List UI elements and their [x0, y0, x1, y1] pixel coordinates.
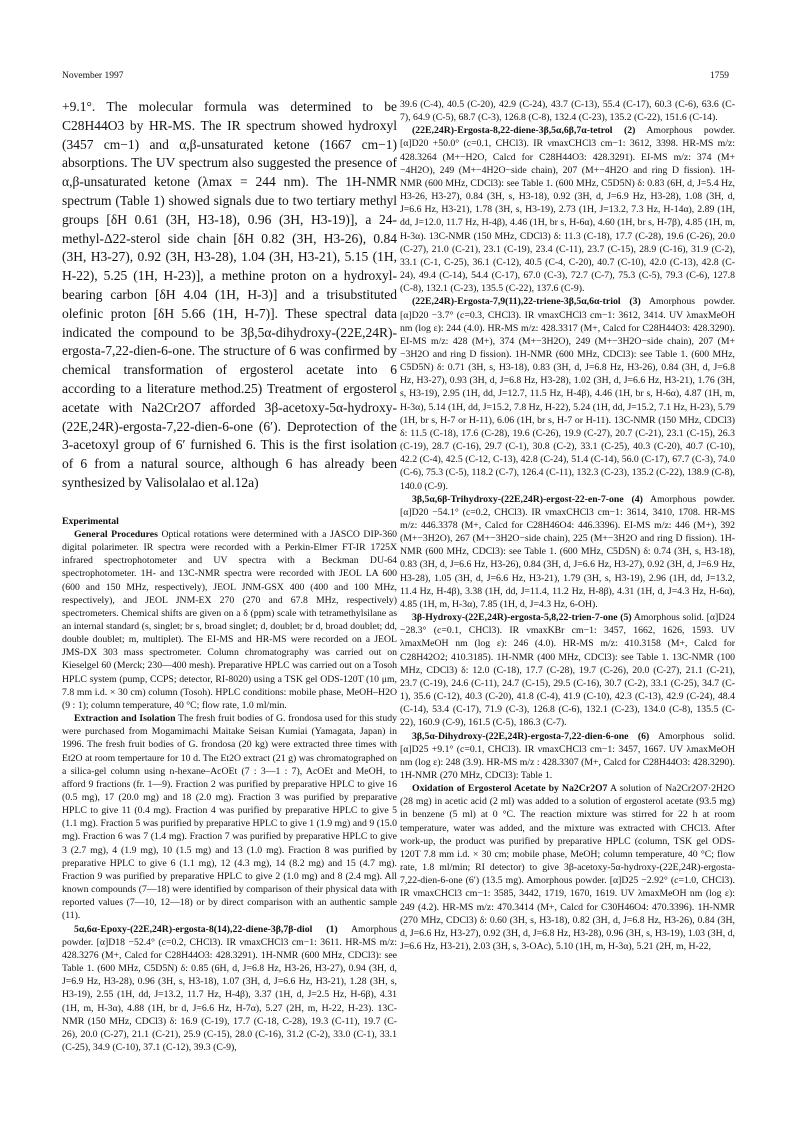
- oxidation-title: Oxidation of Ergosterol Acetate by Na2Cr2O7: [412, 783, 608, 795]
- compound-2-paragraph: [400, 124, 735, 295]
- left-column: [62, 98, 397, 1054]
- compound-3-paragraph: [400, 295, 735, 492]
- compound-4-paragraph: [400, 493, 735, 611]
- general-procedures-paragraph: [62, 528, 397, 712]
- compound-2-text: Amorphous powder. [α]D20 +50.0° (c=0.1, CHCl3). IR νmaxCHCl3 cm−1: 3612, 3398. HR-MS m/z: 428.3264 (M+−H2O, Calcd for C28H44O3: 428.3291). EI-MS m/z: 374 (M+−4H2O), 249 (M+−4H2O−side chain), 207 (M+−4H2O and ring D fission). 1H-NMR (600 MHz, CDCl3): see Table 1. (600 MHz, C5D5N) δ: 0.83 (6H, d, J=5.4 Hz, H3-26, H3-27), 0.84 (3H, s, H3-18), 0.92 (3H, d, J=6.9 Hz, H3-28), 1.08 (3H, d, J=6.6 Hz, H3-21), 1.78 (3H, s, H3-19), 2.73 (1H, J=13.2, 7.3 Hz, H-14α), 2.89 (1H, dd, J=12.0, 11.7 Hz, H-4β), 4.46 (1H, br s, H-6α), 4.60 (1H, br s, H-7β), 4.85 (1H, m, H-3α). 13C-NMR (150 MHz, CDCl3) δ: 11.3 (C-18), 17.7 (C-28), 19.6 (C-26), 20.0 (C-27), 21.0 (C-21), 23.1 (C-19), 23.4 (C-11), 23.7 (C-15), 28.9 (C-16), 31.9 (C-2), 33.1 (C-1, C-25), 36.1 (C-12), 40.5 (C-4, C-20), 40.7 (C-10), 42.0 (C-13), 42.8 (C-24), 49.4 (C-14), 54.4 (C-17), 67.0 (C-3), 72.7 (C-7), 75.3 (C-5), 79.3 (C-6), 127.8 (C-8), 132.1 (C-23), 135.5 (C-22), 137.6 (C-9).: [400, 125, 735, 295]
- compound-1-text: Amorphous powder. [α]D18 −52.4° (c=0.2, CHCl3). IR νmaxCHCl3 cm−1: 3611. HR-MS m/z: 428.3276 (M+, Calcd for C28H44O3: 428.3291). 1H-NMR (600 MHz, CDCl3): see Table 1. (600 MHz, C5D5N) δ: 0.85 (6H, d, J=6.8 Hz, H3-26, H3-27), 0.94 (3H, d, J=6.9 Hz, H3-28), 0.96 (3H, s, H3-18), 1.07 (3H, d, J=6.6 Hz, H3-21), 1.28 (3H, s, H3-19), 2.55 (1H, dd, J=13.2, 11.7 Hz, H-4β), 3.37 (1H, d, J=2.5 Hz, H-6β), 4.31 (1H, m, H-3α), 4.88 (1H, br d, J=6.6 Hz, H-7α), 5.27 (2H, m, H-22, H-23). 13C-NMR (150 MHz, CDCl3) δ: 16.9 (C-19), 17.7 (C-18, C-28), 19.3 (C-11), 19.7 (C-26), 20.0 (C-27), 21.1 (C-21), 25.9 (C-15), 28.0 (C-16), 31.2 (C-2), 33.0 (C-1), 33.1 (C-25), 34.9 (C-10), 37.1 (C-12), 39.3 (C-9),: [62, 923, 397, 1053]
- compound-1-continued: 39.6 (C-4), 40.5 (C-20), 42.9 (C-24), 43.7 (C-13), 55.4 (C-17), 60.3 (C-6), 63.6 (C-7), 64.9 (C-5), 68.7 (C-3), 126.8 (C-8), 132.4 (C-23), 135.2 (C-22), 151.6 (C-14).: [400, 99, 735, 124]
- extraction-text: The fresh fruit bodies of G. frondosa used for this study were purchased from Mogamimachi Maitake Seisan Kumiai (Yamagata, Japan) in 1996. The fresh fruit bodies of G. frondosa (20 kg) were extracted three times with Et2O at room tempertaure for 10 d. The Et2O extract (21 g) was chromatographed on a silica-gel column using n-hexane–AcOEt (7 : 3—1 : 7), AcOEt and MeOH, to afford 9 fractions (fr. 1—9). Fraction 2 was purified by preparative HPLC to give 16 (0.5 mg), 17 (20.0 mg) and 18 (2.0 mg). Fraction 3 was purified by preparative HPLC to give 11 (0.4 mg). Fraction 4 was purified by preparative HPLC to give 5 (1.1 mg). Fraction 5 was purified by preparative HPLC to give 1 (1.9 mg) and 9 (15.0 mg). Fraction 6 was 7 (1.4 mg). Fraction 7 was purified by preparative HPLC to give 3 (2.7 mg), 4 (1.9 mg), 10 (1.5 mg) and 13 (1.0 mg). Fraction 8 was purified by preparative HPLC to give 6 (1.1 mg), 12 (4.3 mg), 14 (8.2 mg) and 15 (4.7 mg). Fraction 9 was purified by preparative HPLC to give 2 (1.0 mg) and 8 (2.4 mg). All known compounds (7—18) were identified by comparison of their physical data with reported values (7—10, 12—18) or by direct comparison with an authentic sample (11).: [62, 713, 397, 922]
- compound-5-paragraph: [400, 611, 735, 729]
- general-procedures-text: Optical rotations were determined with a JASCO DIP-360 digital polarimeter. IR spectra were recorded with a Perkin-Elmer FT-IR 1725X infrared spectrophotometer and UV spectra with a Beckman DU-64 spectrophotometer. 1H- and 13C-NMR spectra were recorded with JEOL LA 600 (600 and 150 MHz, respectively), JEOL JNM-GSX 400 (400 and 100 MHz, respectively), and JEOL JNM-EX 270 (270 and 67.8 MHz, respectively) spectrometers. Chemical shifts are given on a δ (ppm) scale with tetramethylsilane as an internal standard (s, singlet; br s, broad singlet; d, doublet; br d, broad doublet; dd, double doublet; m, multiplet). The EI-MS and HR-MS were recorded on a JEOL JMS-DX 303 mass spectrometer. Column chromatography was carried out on Kieselgel 60 (Merck; 230—400 mesh). Preparative HPLC was carried out on a Tosoh HPLC system (pump, CCPS; detector, RI-8020) using a TSK gel ODS-120T (10 μm, 7.8 mm i.d. × 30 cm) column (Tosoh). HPLC conditions: mobile phase, MeOH–H2O (9 : 1); column temperature, 40 °C; flow rate, 1.0 ml/min.: [62, 528, 398, 711]
- compound-1-paragraph: [62, 923, 397, 1055]
- compound-5-text: Amorphous solid. [α]D24 −28.3° (c=0.1, CHCl3). IR νmaxKBr cm−1: 3457, 1662, 1626, 1593. UV λmaxMeOH nm (log ε): 246 (4.0). HR-MS m/z: 410.3158 (M+, Calcd for C28H42O2; 410.3185). 1H-NMR (400 MHz, CDCl3): see Table 1. 13C-NMR (100 MHz, CDCl3) δ: 12.0 (C-18), 17.7 (C-28), 19.7 (C-26), 20.0 (C-27), 21.1 (C-21), 23.7 (C-19), 24.6 (C-11), 24.7 (C-15), 29.5 (C-16), 30.7 (C-2), 33.1 (C-25), 34.7 (C-1), 35.6 (C-12), 40.3 (C-20), 41.8 (C-4), 41.9 (C-10), 42.3 (C-13), 42.9 (C-24), 48.4 (C-14), 53.4 (C-17), 71.9 (C-3), 126.8 (C-6), 132.1 (C-23), 134.0 (C-8), 135.5 (C-22), 160.9 (C-9), 161.5 (C-5), 186.3 (C-7).: [400, 612, 735, 729]
- compound-3-text: Amorphous powder. [α]D20 −3.7° (c=0.3, CHCl3). IR νmaxCHCl3 cm−1: 3612, 3414. UV λmaxMeOH nm (log ε): 244 (4.0). HR-MS m/z: 428.3317 (M+, Calcd for C28H44O3: 428.3290). EI-MS m/z: 428 (M+), 374 (M+−3H2O), 249 (M+−3H2O−side chain), 207 (M+−3H2O and ring D fission). 1H-NMR (600 MHz, CDCl3): see Table 1. (600 MHz, C5D5N) δ: 0.71 (3H, s, H3-18), 0.83 (3H, d, J=6.8 Hz, H3-26), 0.84 (3H, d, J=6.8 Hz, H3-27), 0.93 (3H, d, J=6.8 Hz, H3-28), 1.02 (3H, d, J=6.6 Hz, H3-21), 1.76 (3H, s, H3-19), 2.95 (1H, dd, J=12.7, 11.5 Hz, H-4β), 4.46 (1H, br s, H-6α), 4.87 (1H, m, H-3α), 5.14 (1H, dd, J=15.2, 7.8 Hz, H-22), 5.24 (1H, dd, J=15.2, 7.1 Hz, H-23), 5.79 (1H, br s, H-7 or H-11), 6.06 (1H, br s, H-7 or H-11). 13C-NMR (150 MHz, CDCl3) δ: 11.5 (C-18), 17.6 (C-28), 19.6 (C-26), 19.9 (C-27), 20.7 (C-21), 23.1 (C-15), 26.3 (C-19), 28.7 (C-16), 29.7 (C-1), 30.8 (C-2), 33.1 (C-25), 40.3 (C-20), 40.7 (C-10), 42.2 (C-4), 42.5 (C-12, C-13), 42.8 (C-24), 51.4 (C-14), 56.0 (C-17), 67.7 (C-3), 74.0 (C-6), 75.3 (C-5), 118.2 (C-7), 126.4 (C-11), 132.3 (C-23), 135.2 (C-22), 138.9 (C-8), 140.0 (C-9).: [400, 296, 735, 492]
- compound-3-title: (22E,24R)-Ergosta-7,9(11),22-triene-3β,5α,6α-triol (3): [412, 296, 641, 308]
- extraction-paragraph: [62, 712, 397, 923]
- compound-4-text: Amorphous powder. [α]D20 −54.1° (c=0.2, CHCl3). IR νmaxCHCl3 cm−1: 3614, 3410, 1708. HR-MS m/z: 446.3378 (M+, Calcd for C28H46O4: 446.3396). EI-MS m/z: 446 (M+), 392 (M+−3H2O), 267 (M+−3H2O−side chain), 225 (M+−3H2O and ring D fission). 1H-NMR (600 MHz, CDCl3): see Table 1. (600 MHz, C5D5N) δ: 0.74 (3H, s, H3-18), 0.83 (3H, d, J=6.6 Hz, H3-26), 0.84 (3H, d, J=6.6 Hz, H3-27), 0.92 (3H, d, J=6.9 Hz, H3-28), 1.05 (3H, d, J=6.6 Hz, H3-21), 1.79 (3H, s, H3-19), 2.96 (1H, dd, J=13.2, 11.4 Hz, H-4β), 3.38 (1H, dd, J=11.4, 11.2 Hz, H-8β), 4.31 (1H, d, J=4.3 Hz, H-6α), 4.85 (1H, m, H-3α), 7.85 (1H, d, J=4.3 Hz, 6-OH).: [400, 493, 735, 610]
- compound-4-title: 3β,5α,6β-Trihydroxy-(22E,24R)-ergost-22-en-7-one (4): [412, 493, 643, 505]
- compound-6-title: 3β,5α-Dihydroxy-(22E,24R)-ergosta-7,22-dien-6-one (6): [412, 730, 650, 742]
- page-number: 1759: [710, 71, 729, 81]
- intro-paragraph: +9.1°. The molecular formula was determined to be C28H44O3 by HR-MS. The IR spectrum showed hydroxyl (3457 cm−1) and α,β-unsaturated ketone (1667 cm−1) absorptions. The UV spectrum also suggested the presence of α,β-unsaturated ketone (λmax = 244 nm). The 1H-NMR spectrum (Table 1) showed signals due to two tertiary methyl groups [δH 0.61 (3H, H3-18), 0.96 (3H, H3-19)], a 24-methyl-Δ22-sterol side chain [δH 0.82 (3H, H3-26), 0.84 (3H, H3-27), 0.92 (3H, H3-28), 1.04 (3H, H3-21), 5.15 (1H, H-22), 5.25 (1H, H-23)], a methine proton on a hydroxyl-bearing carbon [δH 4.04 (1H, H-3)] and a trisubstituted olefinic proton [δH 5.66 (1H, H-7)]. These spectral data indicated the compound to be 3β,5α-dihydroxy-(22E,24R)-ergosta-7,22-dien-6-one. The structure of 6 was confirmed by chemical transformation of ergosterol acetate into 6 according to a literature method.25) Treatment of ergosterol acetate with Na2Cr2O7 afforded 3β-acetoxy-5α-hydroxy-(22E,24R)-ergosta-7,22-dien-6-one (6′). Deprotection of the 3-acetoxyl group of 6′ furnished 6. This is the first isolation of 6 from a natural source, although 6 has already been synthesized by Valisolalao et al.12a): [62, 99, 397, 490]
- oxidation-text: A solution of Na2Cr2O7·2H2O (28 mg) in acetic acid (2 ml) was added to a solution of ergosterol acetate (93.5 mg) in benzene (5 ml) at 0 °C. The reaction mixture was stirred for 22 h at room temperature, water was added, and the mixture was extracted with CHCl3. After work-up, the product was purified by preparative HPLC (column, TSK gel ODS-120T 7.8 mm i.d. × 30 cm; mobile phase, MeOH; column temperature, 40 °C; flow rate, 1.8 ml/min; RI detector) to give 3β-acetoxy-5α-hydroxy-(22E,24R)-ergosta-7,22-dien-6-one (6′) (13.5 mg). Amorphous powder. [α]D25 −2.92° (c=1.0, CHCl3). IR νmaxCHCl3 cm−1: 3585, 3442, 1719, 1670, 1619. UV λmaxMeOH nm (log ε): 249 (4.2). HR-MS m/z: 470.3414 (M+, Calcd for C30H46O4: 470.3396). 1H-NMR (270 MHz, CDCl3) δ: 0.60 (3H, s, H3-18), 0.82 (3H, d, J=6.8 Hz, H3-26), 0.84 (3H, d, J=6.6 Hz, H3-27), 0.92 (3H, d, J=6.8 Hz, H3-28), 0.96 (3H, s, H3-19), 1.03 (3H, d, J=6.6 Hz, H3-21), 2.03 (3H, s, 3-OAc), 5.10 (1H, m, H-3α), 5.21 (2H, m, H-22,: [400, 783, 735, 952]
- experimental-section: [62, 515, 397, 1054]
- general-procedures-title: General Procedures: [74, 528, 158, 540]
- right-column: [400, 98, 735, 953]
- compound-6-paragraph: [400, 730, 735, 783]
- compound-6-text: Amorphous solid. [α]D25 +9.1° (c=0.1, CHCl3). IR νmaxCHCl3 cm−1: 3457, 1667. UV λmaxMeOH nm (log ε): 248 (3.9). HR-MS m/z : 428.3307 (M+, Calcd for C28H44O3: 428.3290). 1H-NMR (270 MHz, CDCl3): Table 1.: [400, 730, 735, 781]
- oxidation-paragraph: [400, 782, 735, 953]
- compound-5-title: 3β-Hydroxy-(22E,24R)-ergosta-5,8,22-trien-7-one (5): [412, 612, 632, 624]
- compound-1-title: 5α,6α-Epoxy-(22E,24R)-ergosta-8(14),22-diene-3β,7β-diol (1): [74, 923, 338, 935]
- running-header-date: November 1997: [62, 71, 124, 81]
- experimental-heading: Experimental: [62, 515, 119, 527]
- extraction-title: Extraction and Isolation: [74, 713, 176, 725]
- compound-2-title: (22E,24R)-Ergosta-8,22-diene-3β,5α,6β,7α-tetrol (2): [412, 125, 636, 137]
